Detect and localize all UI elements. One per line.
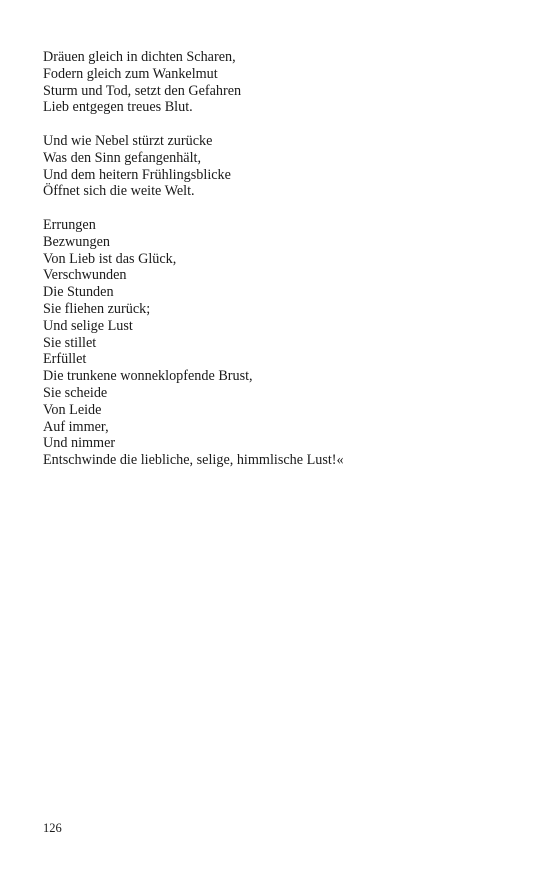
poem-line: Auf immer,: [43, 418, 109, 435]
poem-line: Was den Sinn gefangenhält,: [43, 149, 202, 166]
poem-line: Sturm und Tod, setzt den Gefahren: [43, 82, 242, 99]
poem-line: Verschwunden: [43, 267, 127, 284]
poem-line: Und nimmer: [43, 435, 116, 452]
stanza-1: [43, 49, 523, 116]
poem-line: Und selige Lust: [43, 317, 133, 334]
poem-text: [43, 49, 523, 486]
poem-line: Und dem heitern Frühlingsblicke: [43, 166, 231, 183]
poem-line: Sie fliehen zurück;: [43, 300, 151, 317]
poem-line: Öffnet sich die weite Welt.: [43, 183, 195, 200]
poem-line: Bezwungen: [43, 233, 110, 250]
poem-line: Sie scheide: [43, 384, 108, 401]
poem-line: Entschwinde die liebliche, selige, himmlische Lust!«: [43, 452, 344, 469]
poem-line: Lieb entgegen treues Blut.: [43, 99, 193, 116]
poem-line: Dräuen gleich in dichten Scharen,: [43, 49, 236, 65]
poem-line: Von Lieb ist das Glück,: [43, 250, 177, 267]
stanza-2: [43, 133, 523, 200]
poem-line: Errungen: [43, 216, 96, 233]
poem-line: Fodern gleich zum Wankelmut: [43, 65, 218, 82]
poem-line: Erfüllet: [43, 351, 87, 368]
poem-line: Und wie Nebel stürzt zurücke: [43, 132, 213, 149]
poem-line: Die trunkene wonneklopfende Brust,: [43, 368, 253, 385]
stanza-3: [43, 217, 523, 469]
poem-line: Von Leide: [43, 401, 102, 418]
page-number: 126: [43, 821, 62, 835]
poem-line: Die Stunden: [43, 284, 114, 301]
poem-line: Sie stillet: [43, 334, 97, 351]
